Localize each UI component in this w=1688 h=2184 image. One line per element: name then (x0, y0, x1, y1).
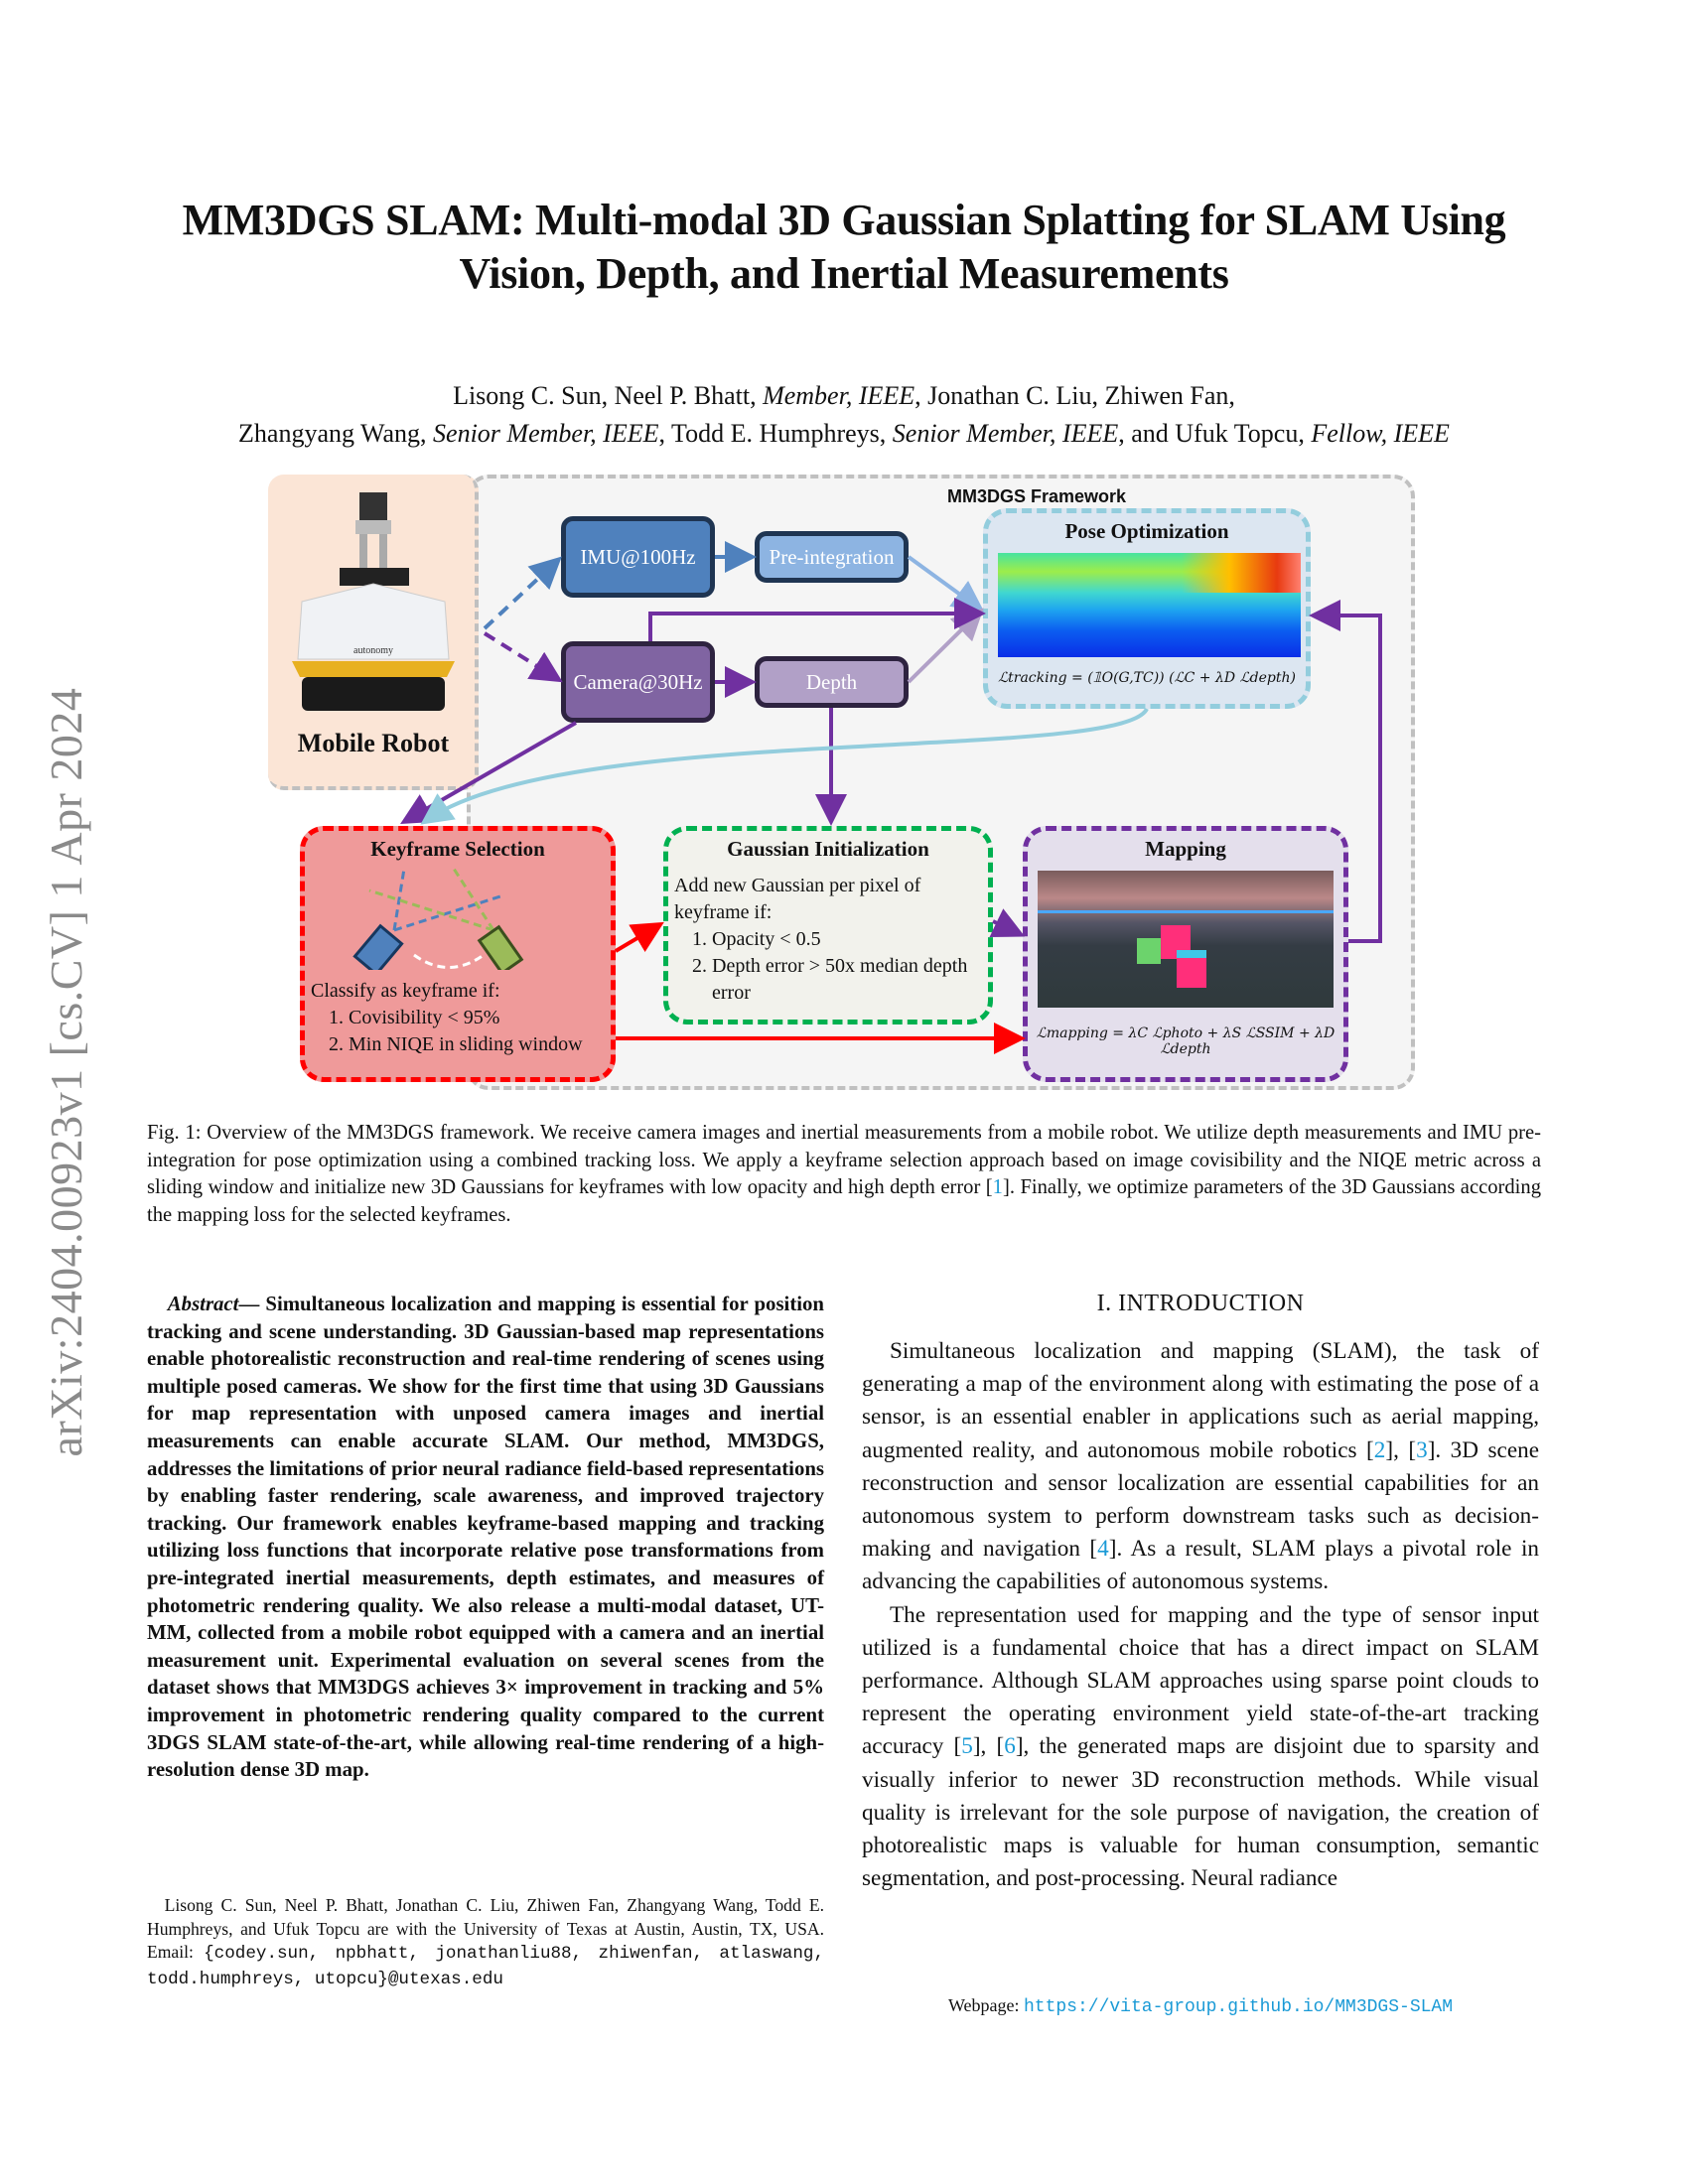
introduction-body (862, 1335, 1539, 1895)
gaussian-criteria: Add new Gaussian per pixel of keyframe if: 1. Opacity < 0.5 2. Depth error > 50x median depth error (674, 873, 982, 1007)
preintegration-node: Pre-integration (755, 531, 909, 583)
citation-link[interactable]: 3 (1416, 1436, 1428, 1463)
author-list (119, 377, 1569, 453)
mapping-title: Mapping (1145, 837, 1226, 861)
citation-link[interactable]: 5 (961, 1733, 973, 1760)
gaussian-initialization-title: Gaussian Initialization (727, 837, 929, 861)
intro-paragraph-2: The representation used for mapping and the type of sensor input utilized is a fundamental choice that has a direct impact on SLAM performance. Although SLAM approaches using sparse point clouds to represent the operating environment yield state-of-the-art tracking accuracy [5], [6], the generated maps are disjoint due to sparsity and visually inferior to newer 3D reconstruction methods. While visual quality is irrelevant for the sole purpose of navigation, the creation of photorealistic maps is valuable for human consumption, semantic segmentation, and post-processing. Neural radiance (862, 1601, 1539, 1892)
depth-map-image (998, 553, 1301, 657)
framework-title: MM3DGS Framework (947, 486, 1127, 506)
authors-line-1: Lisong C. Sun, Neel P. Bhatt, Member, IEEE, Jonathan C. Liu, Zhiwen Fan, (453, 381, 1235, 410)
webpage-link[interactable]: https://vita-group.github.io/MM3DGS-SLAM (1023, 1997, 1454, 2017)
title-line-1: MM3DGS SLAM: Multi-modal 3D Gaussian Splatting for SLAM Using (182, 196, 1506, 244)
camera-node: Camera@30Hz (561, 641, 715, 723)
title-line-2: Vision, Depth, and Inertial Measurements (459, 249, 1229, 298)
paper-title (129, 194, 1559, 301)
keyframe-criteria: Classify as keyframe if: 1. Covisibility < 95% 2. Min NIQE in sliding window (311, 978, 619, 1058)
author-affiliation-footnote: Lisong C. Sun, Neel P. Bhatt, Jonathan C. Liu, Zhiwen Fan, Zhangyang Wang, Todd E. Humphreys, and Ufuk Topcu are with the University of Texas at Austin, Austin, TX, USA. Email: {codey.sun, npbhatt, jonathanliu88, zhiwenfan, atlaswang, todd.humphreys, utopcu}@utexas.edu (147, 1895, 824, 1989)
svg-text:autonomy: autonomy (353, 645, 393, 656)
citation-link[interactable]: 1 (992, 1176, 1003, 1198)
author-emails: {codey.sun, npbhatt, jonathanliu88, zhiwenfan, atlaswang, todd.humphreys, utopcu}@utexas.edu (147, 1944, 824, 1989)
criterion-covisibility: 1. Covisibility < 95% (349, 1005, 619, 1031)
criterion-opacity: 1. Opacity < 0.5 (712, 926, 982, 953)
pose-optimization-title: Pose Optimization (1064, 519, 1229, 543)
gaussian-initialization-panel (663, 826, 993, 1024)
keyframe-selection-panel (300, 826, 616, 1082)
robot-label: Mobile Robot (297, 729, 450, 757)
pose-optimization-panel (983, 508, 1311, 709)
criterion-depth-error: 2. Depth error > 50x median depth error (712, 953, 982, 1007)
depth-node: Depth (755, 656, 909, 708)
abstract: Abstract— Simultaneous localization and mapping is essential for position tracking and scene understanding. 3D Gaussian-based map representations enable photorealistic reconstruction and real-time rendering of scenes using multiple posed cameras. We show for the first time that using 3D Gaussians for map representation with unposed camera images and inertial measurements can enable accurate SLAM. Our method, MM3DGS, addresses the limitations of prior neural radiance field-based representations by enabling faster rendering, scale awareness, and improved trajectory tracking. Our framework enables keyframe-based mapping and tracking utilizing loss functions that incorporate relative pose transformations from pre-integrated inertial measurements, depth estimates, and measures of photometric rendering quality. We also release a multi-modal dataset, UT-MM, collected from a mobile robot equipped with a camera and an inertial measurement unit. Experimental evaluation on several scenes from the dataset shows that MM3DGS achieves 3× improvement in tracking and 5% improvement in photometric rendering quality compared to the current 3DGS SLAM state-of-the-art, while allowing real-time rendering of a high-resolution dense 3D map. (147, 1293, 824, 1782)
criterion-niqe: 2. Min NIQE in sliding window (349, 1031, 619, 1058)
mobile-robot-panel (268, 475, 479, 790)
keyframe-selection-title: Keyframe Selection (370, 837, 545, 861)
arxiv-stamp: arXiv:2404.00923v1 [cs.CV] 1 Apr 2024 (41, 687, 91, 1457)
figure-1 (268, 475, 1420, 1095)
mapping-loss-formula: ℒmapping = λC ℒphoto + λS ℒSSIM + λD ℒdepth (1036, 1025, 1336, 1057)
webpage-footnote: Webpage: https://vita-group.github.io/MM3DGS-SLAM (947, 1995, 1454, 2017)
citation-link[interactable]: 6 (1004, 1733, 1016, 1760)
robot-image (288, 492, 459, 719)
intro-paragraph-1: Simultaneous localization and mapping (SLAM), the task of generating a map of the environment along with estimating the pose of a sensor, is an essential enabler in applications such as aerial mapping, augmented reality, and autonomous mobile robotics [2], [3]. 3D scene reconstruction and sensor localization are essential capabilities for an autonomous system to perform downstream tasks such as decision-making and navigation [4]. As a result, SLAM plays a pivotal role in advancing the capabilities of autonomous systems. (862, 1338, 1539, 1595)
camera-pose-icon (345, 861, 573, 970)
figure-caption: Fig. 1: Overview of the MM3DGS framework. We receive camera images and inertial measurements from a mobile robot. We utilize depth measurements and IMU pre-integration for pose optimization using a combined tracking loss. We apply a keyframe selection approach based on image covisibility and the NIQE metric across a sliding window and initialize new 3D Gaussians for keyframes with low opacity and high depth error [1]. Finally, we optimize parameters of the 3D Gaussians according the mapping loss for the selected keyframes. (147, 1122, 1541, 1226)
citation-link[interactable]: 2 (1373, 1436, 1386, 1463)
mapping-render-image (1038, 871, 1334, 1008)
section-heading-introduction: I. INTRODUCTION (1096, 1291, 1305, 1316)
citation-link[interactable]: 4 (1097, 1536, 1109, 1563)
imu-node: IMU@100Hz (561, 516, 715, 598)
tracking-loss-formula: ℒtracking = (𝟙O(G,TC)) (ℒC + λD ℒdepth) (998, 670, 1296, 686)
authors-line-2: Zhangyang Wang, Senior Member, IEEE, Todd E. Humphreys, Senior Member, IEEE, and Ufuk Topcu, Fellow, IEEE (238, 419, 1450, 448)
mapping-panel (1023, 826, 1348, 1082)
